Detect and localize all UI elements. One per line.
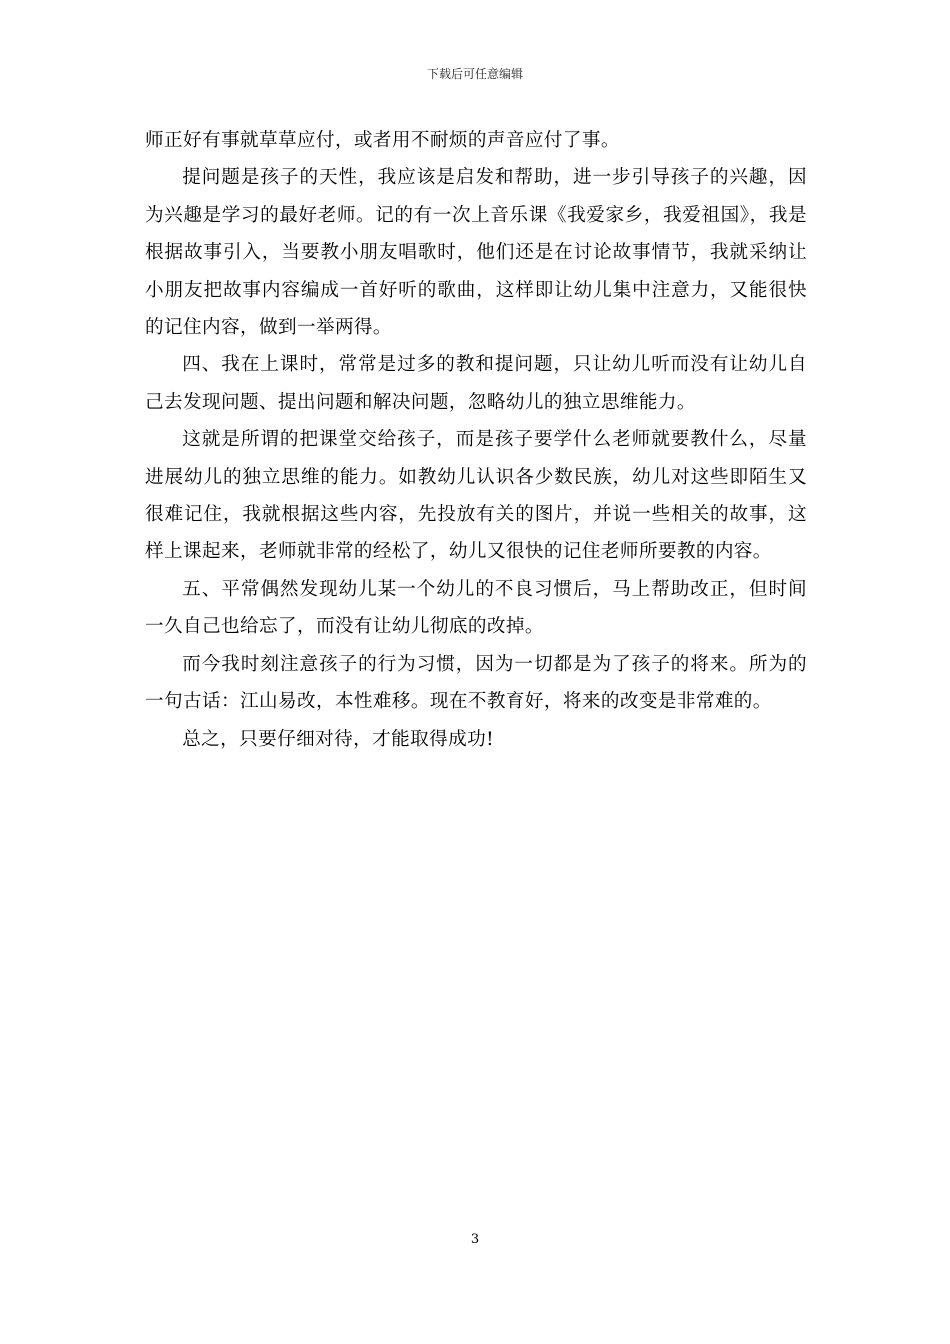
page-header: 下载后可任意编辑 [426,67,523,81]
document-body [145,122,807,758]
paragraph-classroom-to-children: 这就是所谓的把课堂交给孩子，而是孩子要学什么老师就要教什么，尽量进展幼儿的独立思维的能力。如教幼儿认识各少数民族，幼儿对这些即陌生又很难记住，我就根据这些内容，先投放有关的图片，并说一些相关的故事，这样上课起来，老师就非常的经松了，幼儿又很快的记住老师所要教的内容。 [145,429,807,563]
paragraph-point-five: 五、平常偶然发现幼儿某一个幼儿的不良习惯后，马上帮助改正，但时间一久自己也给忘了，而没有让幼儿彻底的改掉。 [145,578,807,638]
paragraph-continuation: 师正好有事就草草应付，或者用不耐烦的声音应付了事。 [145,130,620,151]
paragraph-habits: 而今我时刻注意孩子的行为习惯，因为一切都是为了孩子的将来。所为的一句古话：江山易改，本性难移。现在不教育好，将来的改变是非常难的。 [145,653,807,713]
paragraph-point-four: 四、我在上课时，常常是过多的教和提问题，只让幼儿听而没有让幼儿自己去发现问题、提出问题和解决问题，忽略幼儿的独立思维能力。 [145,354,807,413]
paragraph-conclusion: 总之，只要仔细对待，才能取得成功! [182,728,494,750]
paragraph-questions-nature: 提问题是孩子的天性，我应该是启发和帮助，进一步引导孩子的兴趣，因为兴趣是学习的最好老师。记的有一次上音乐课《我爱家乡，我爱祖国》，我是根据故事引入，当要教小朋友唱歌时，他们还是在讨论故事情节，我就采纳让小朋友把故事内容编成一首好听的歌曲，这样即让幼儿集中注意力，又能很快的记住内容，做到一举两得。 [145,167,807,339]
page-number: 3 [470,1232,480,1247]
